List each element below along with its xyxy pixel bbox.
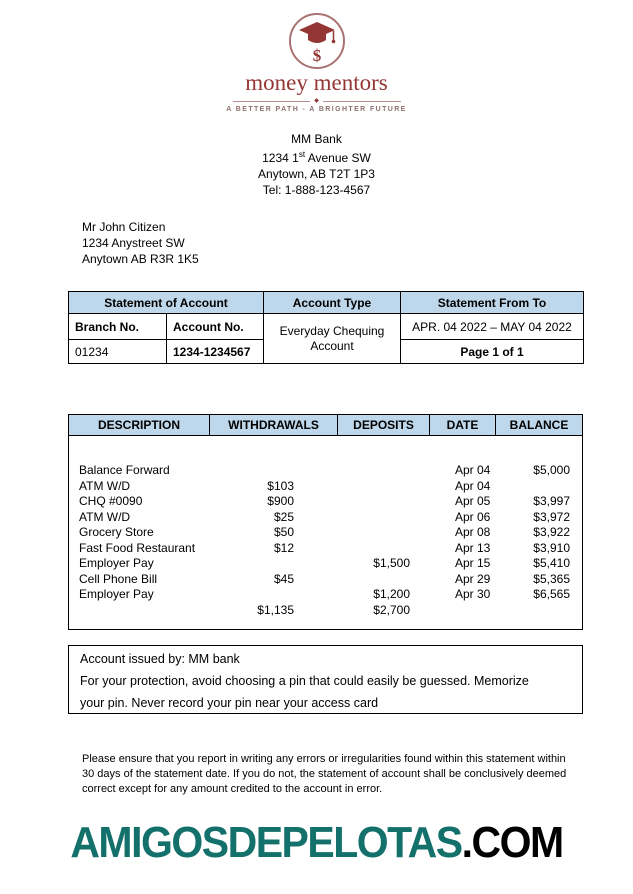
transaction-withdrawal: $900 <box>267 494 294 508</box>
account-summary-header-row <box>69 292 584 314</box>
transaction-description: CHQ #0090 <box>79 494 143 508</box>
transaction-deposit <box>338 494 430 510</box>
logo-divider <box>233 98 401 104</box>
watermark-suffix: .COM <box>461 817 563 867</box>
transaction-balance: $6,565 <box>533 587 570 601</box>
transaction-date: Apr 05 <box>455 494 491 508</box>
site-watermark <box>0 817 633 868</box>
notice-issuer-line: Account issued by: MM bank <box>80 652 240 666</box>
transaction-description: ATM W/D <box>79 509 131 524</box>
transaction-row <box>69 572 582 588</box>
transaction-row <box>69 479 582 495</box>
transaction-deposit: $1,500 <box>373 556 410 570</box>
bank-city: Anytown, AB T2T 1P3 <box>258 167 375 181</box>
transaction-description: Employer Pay <box>79 556 154 570</box>
account-notice-box <box>68 645 583 714</box>
brand-tagline: A BETTER PATH - A BRIGHTER FUTURE <box>226 106 407 113</box>
watermark-name: AMIGOSDEPELOTAS <box>70 817 462 867</box>
transaction-deposit <box>338 463 430 479</box>
transaction-deposit <box>338 510 430 526</box>
account-type-header: Account Type <box>264 292 401 314</box>
transaction-description: Employer Pay <box>79 587 154 601</box>
bank-street <box>0 147 633 166</box>
transaction-balance <box>496 479 582 495</box>
transactions-header-row <box>68 414 583 436</box>
svg-text:$: $ <box>312 46 321 65</box>
transaction-date: Apr 04 <box>455 478 491 493</box>
transaction-withdrawal: $50 <box>273 525 294 539</box>
transaction-balance: $3,910 <box>533 540 570 555</box>
graduation-cap-dollar-icon <box>288 12 346 70</box>
transaction-description: Cell Phone Bill <box>79 571 158 586</box>
customer-street: 1234 Anystreet SW <box>82 236 185 250</box>
transaction-balance: $5,410 <box>533 556 570 570</box>
bank-street-number: 1234 1 <box>262 151 299 165</box>
transaction-deposit <box>338 541 430 557</box>
account-type-value: Everyday Chequing Account <box>264 314 401 364</box>
transaction-withdrawal <box>210 556 338 572</box>
total-withdrawals: $1,135 <box>257 602 294 617</box>
transaction-withdrawal: $12 <box>273 540 294 555</box>
transaction-balance: $5,000 <box>533 463 570 477</box>
notice-pin-line1: For your protection, avoid choosing a pin that could easily be guessed. Memorize <box>80 674 529 688</box>
transaction-deposit <box>338 525 430 541</box>
customer-address-block <box>82 219 199 267</box>
transaction-withdrawal: $25 <box>273 509 294 524</box>
withdrawals-column-header: WITHDRAWALS <box>210 415 338 435</box>
account-summary-table <box>68 291 584 364</box>
account-no-label: Account No. <box>167 314 264 340</box>
transaction-row <box>69 525 582 541</box>
transaction-row <box>69 463 582 479</box>
statement-period-value: APR. 04 2022 – MAY 04 2022 <box>401 314 584 340</box>
transaction-date: Apr 30 <box>455 587 491 601</box>
transaction-date: Apr 04 <box>455 463 491 477</box>
bank-address-block <box>0 131 633 198</box>
notice-pin-line2: your pin. Never record your pin near your access card <box>80 696 379 710</box>
transactions-body <box>68 436 583 630</box>
transaction-description: Fast Food Restaurant <box>79 540 196 555</box>
transaction-date: Apr 08 <box>455 525 491 539</box>
branch-no-label: Branch No. <box>69 314 167 340</box>
transaction-withdrawal <box>210 587 338 603</box>
customer-name: Mr John Citizen <box>82 220 166 234</box>
statement-of-account-header: Statement of Account <box>69 292 264 314</box>
bank-street-name: Avenue SW <box>305 151 371 165</box>
diamond-ornament-icon: ◆ <box>314 98 319 104</box>
date-column-header: DATE <box>430 415 496 435</box>
money-mentors-logo <box>0 12 633 113</box>
branch-no-value: 01234 <box>69 340 167 364</box>
transactions-table <box>68 414 583 630</box>
transaction-deposit <box>338 479 430 495</box>
account-summary-labels-row <box>69 314 584 340</box>
transaction-date: Apr 06 <box>455 509 491 524</box>
transaction-description: Balance Forward <box>79 463 170 477</box>
transaction-withdrawal: $45 <box>273 571 294 586</box>
transaction-balance: $5,365 <box>533 571 570 586</box>
account-no-value: 1234-1234567 <box>167 340 264 364</box>
transaction-row <box>69 587 582 603</box>
transaction-description: ATM W/D <box>79 478 131 493</box>
transaction-row <box>69 541 582 557</box>
transaction-row <box>69 494 582 510</box>
customer-city: Anytown AB R3R 1K5 <box>82 252 199 266</box>
description-column-header: DESCRIPTION <box>69 415 210 435</box>
transaction-date: Apr 15 <box>455 556 491 570</box>
deposits-column-header: DEPOSITS <box>338 415 430 435</box>
transaction-withdrawal: $103 <box>267 478 294 493</box>
balance-column-header: BALANCE <box>509 418 569 432</box>
transaction-withdrawal <box>210 463 338 479</box>
transaction-deposit: $1,200 <box>373 587 410 601</box>
transaction-balance: $3,997 <box>533 494 570 508</box>
bank-name: MM Bank <box>291 132 342 146</box>
transaction-balance: $3,922 <box>533 525 570 539</box>
brand-name: money mentors <box>245 70 388 95</box>
bank-phone: Tel: 1-888-123-4567 <box>262 183 371 197</box>
transaction-date: Apr 29 <box>455 571 491 586</box>
transactions-totals-row <box>69 603 582 619</box>
page-number: Page 1 of 1 <box>401 340 584 364</box>
total-deposits: $2,700 <box>373 602 410 617</box>
transaction-row <box>69 510 582 526</box>
transaction-row <box>69 556 582 572</box>
statement-disclaimer: Please ensure that you report in writing any errors or irregularities found within this statement within 30 days of the statement date. If you do not, the statement of account shall be conclusively deemed correct except for any amount credited to the account in error. <box>82 753 567 795</box>
transaction-date: Apr 13 <box>455 540 491 555</box>
transaction-balance: $3,972 <box>533 509 570 524</box>
statement-period-header: Statement From To <box>401 292 584 314</box>
transaction-description: Grocery Store <box>79 525 154 539</box>
bank-street-ordinal: st <box>298 150 306 159</box>
transaction-deposit <box>338 572 430 588</box>
